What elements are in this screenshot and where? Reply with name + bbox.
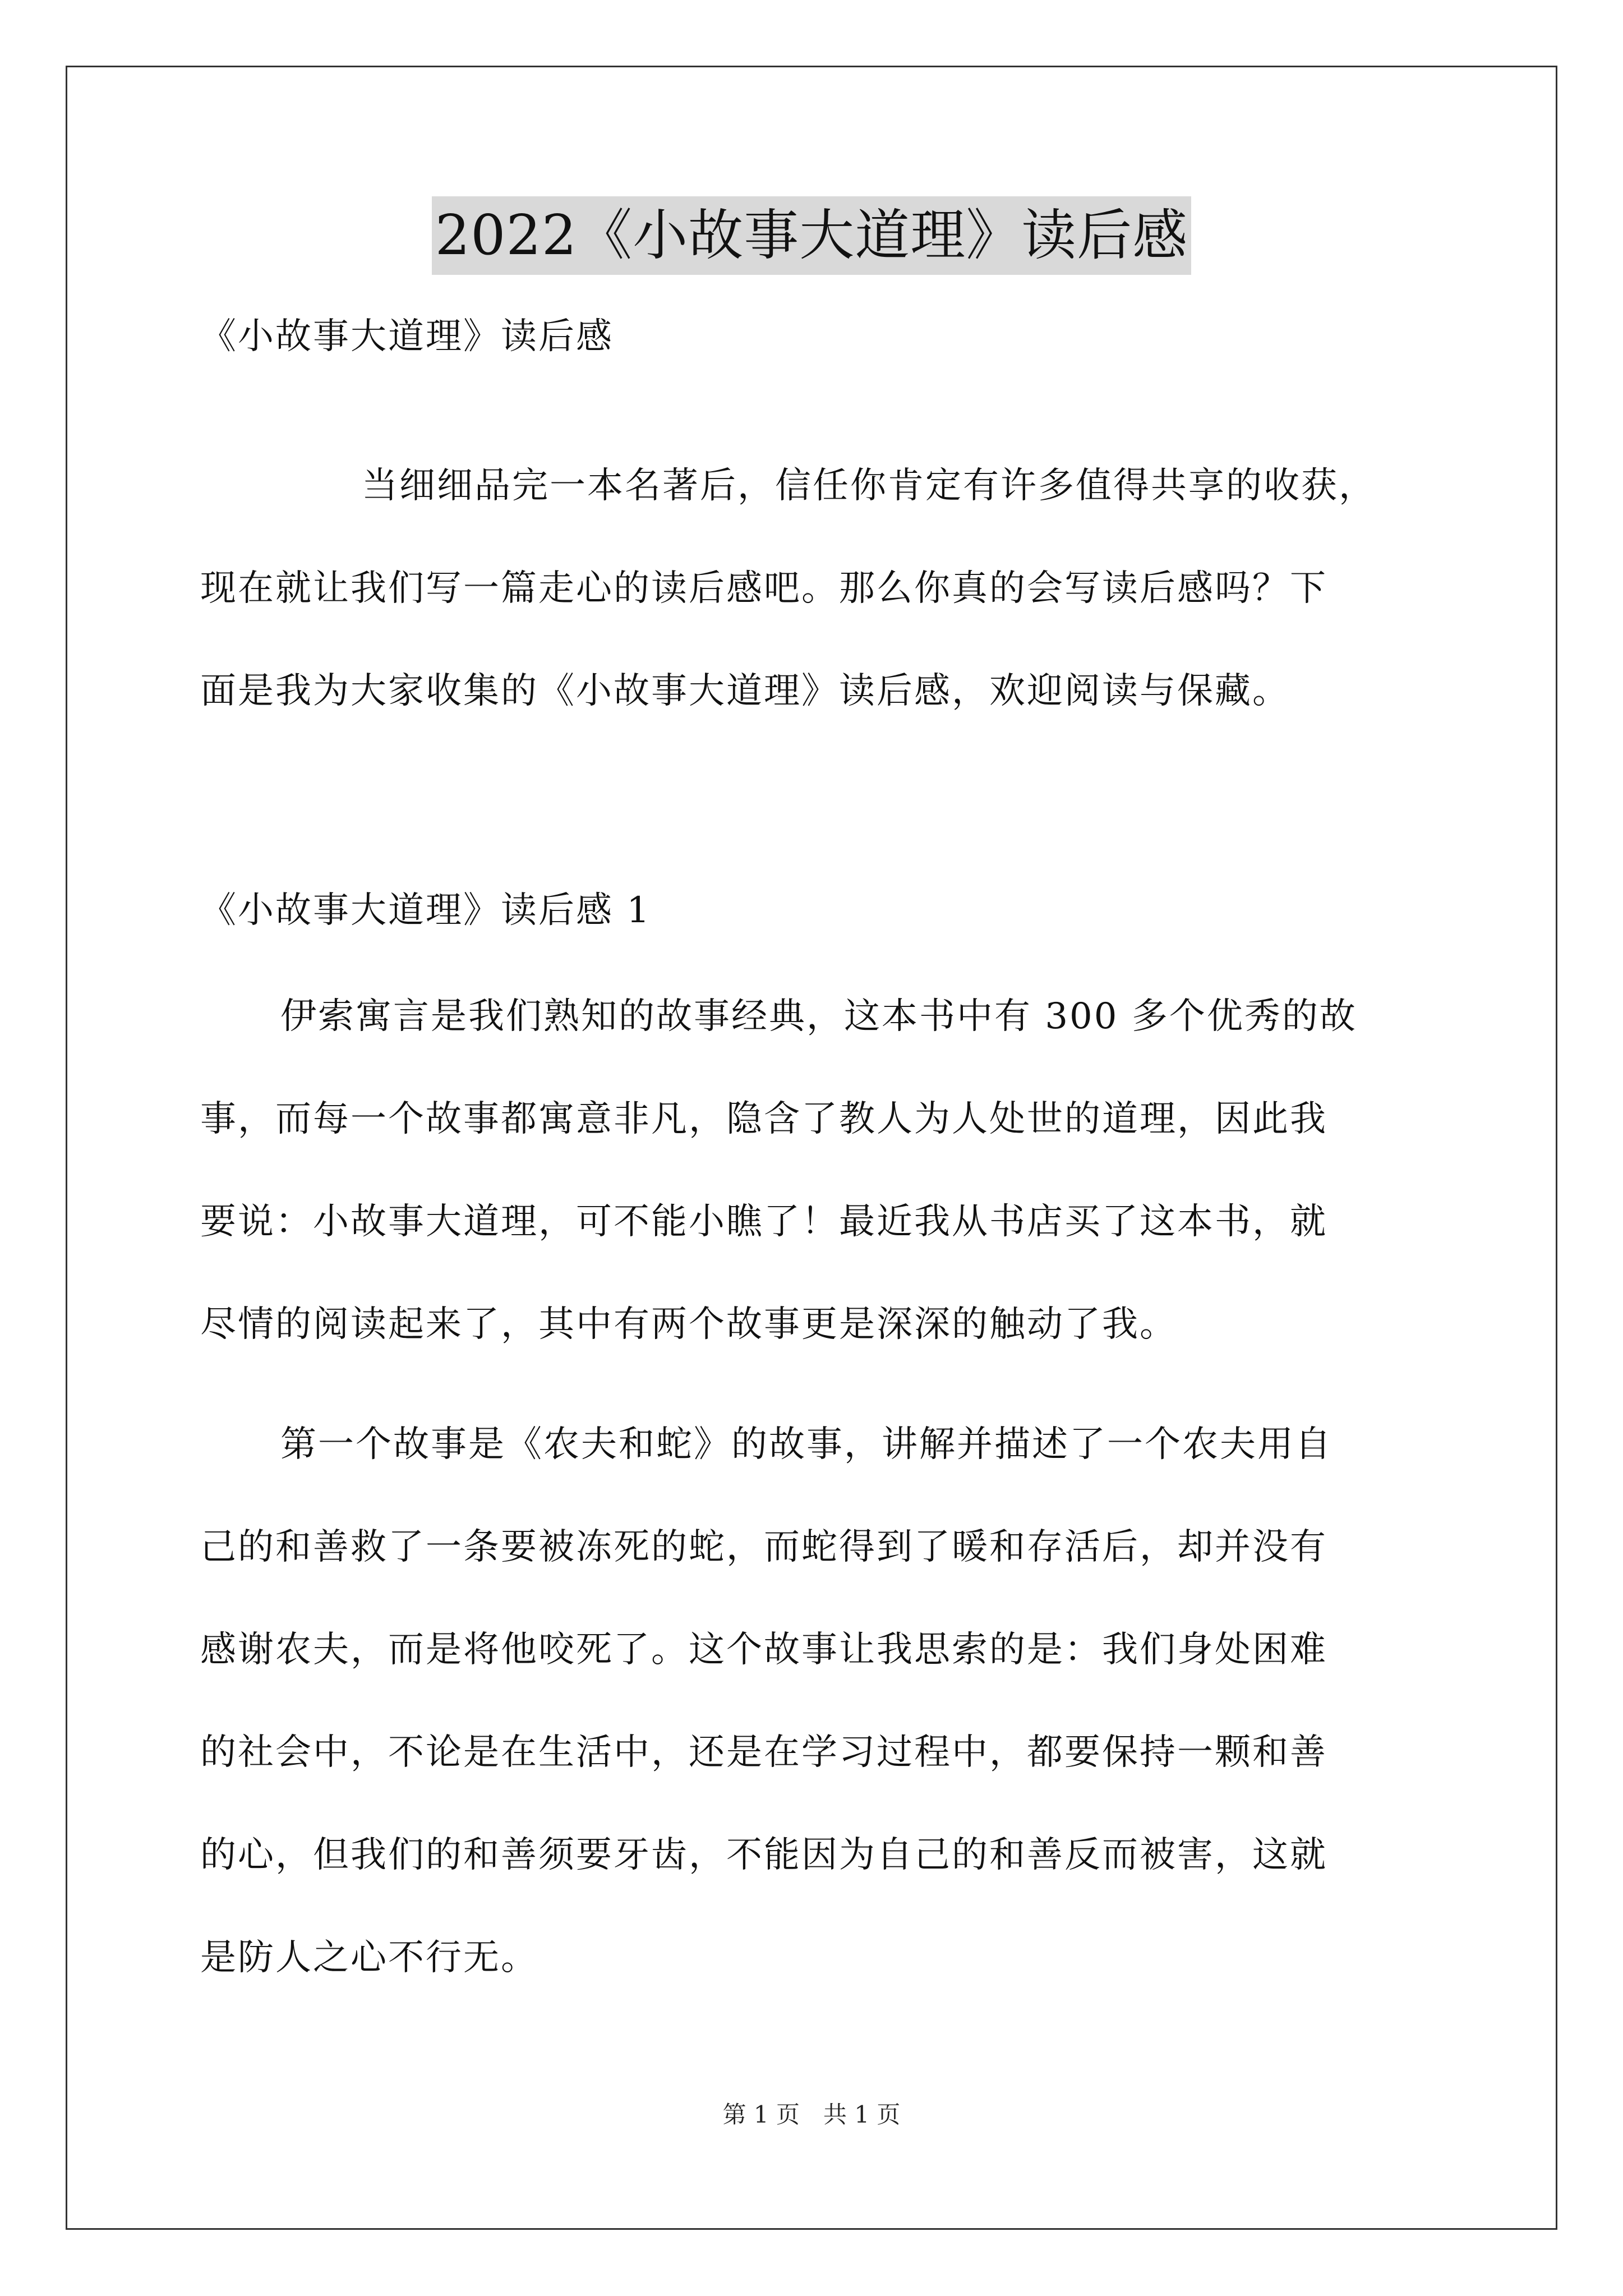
page-footer: 第 1 页 共 1 页 <box>722 2101 901 2128</box>
paragraph-line: 是防人之心不行无。 <box>200 1937 538 1978</box>
document-title: 2022《小故事大道理》读后感 <box>432 196 1191 275</box>
paragraph-line: 尽情的阅读起来了，其中有两个故事更是深深的触动了我。 <box>200 1304 1177 1345</box>
subtitle: 《小故事大道理》读后感 <box>200 316 614 357</box>
paragraph-line: 第一个故事是《农夫和蛇》的故事，讲解并描述了一个农夫用自 <box>280 1424 1332 1465</box>
paragraph-line: 己的和善救了一条要被冻死的蛇，而蛇得到了暖和存活后，却并没有 <box>200 1526 1327 1568</box>
section-heading: 《小故事大道理》读后感 1 <box>200 890 652 931</box>
title-container <box>0 196 1623 275</box>
intro-line: 当细细品完一本名著后，信任你肯定有许多值得共享的收获， <box>362 465 1376 507</box>
paragraph-line: 的心，但我们的和善须要牙齿，不能因为自己的和善反而被害，这就 <box>200 1834 1327 1876</box>
intro-line: 现在就让我们写一篇走心的读后感吧。那么你真的会写读后感吗？下 <box>200 568 1327 609</box>
paragraph-line: 要说：小故事大道理，可不能小瞧了！最近我从书店买了这本书，就 <box>200 1201 1327 1243</box>
paragraph-line: 感谢农夫，而是将他咬死了。这个故事让我思索的是：我们身处困难 <box>200 1629 1327 1671</box>
intro-line: 面是我为大家收集的《小故事大道理》读后感，欢迎阅读与保藏。 <box>200 670 1290 712</box>
paragraph-line: 的社会中，不论是在生活中，还是在学习过程中，都要保持一颗和善 <box>200 1732 1327 1773</box>
page-border <box>66 66 1557 2230</box>
paragraph-line: 伊索寓言是我们熟知的故事经典，这本书中有 300 多个优秀的故 <box>280 996 1357 1037</box>
paragraph-line: 事，而每一个故事都寓意非凡，隐含了教人为人处世的道理，因此我 <box>200 1098 1327 1140</box>
